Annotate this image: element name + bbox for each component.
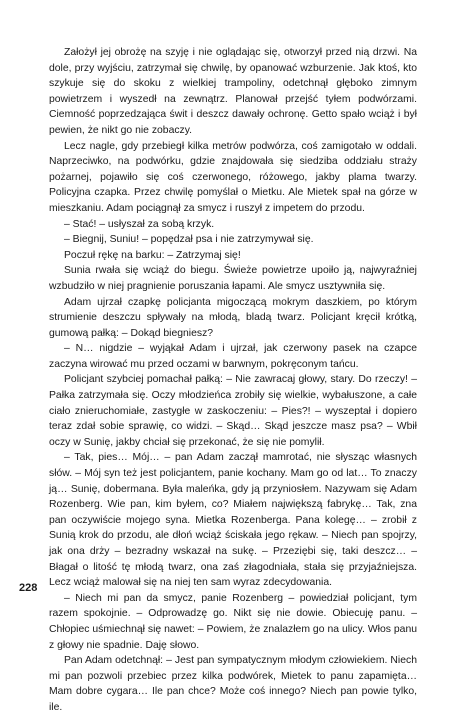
paragraph: – Niech mi pan da smycz, panie Rozenberg – powiedział policjant, tym razem spokojnie. – Odprowadzę go. Nikt się nie dowie. Obiecuję panu. – Chłopiec uśmiechnął się nawet: – Powiem, że znalazłem go na ulicy. Włos panu z głowy nie spadnie. Daję słowo.	[49, 592, 417, 651]
paragraph: Poczuł rękę na barku: – Zatrzymaj się!	[64, 249, 241, 261]
paragraph: – Biegnij, Suniu! – popędzał psa i nie zatrzymywał się.	[64, 234, 314, 246]
page-number: 228	[19, 582, 38, 594]
paragraph: Sunia rwała się wciąż do biegu. Świeże powietrze upoiło ją, najwyraźniej wzbudziło w niej pragnienie poruszania łapami. Ale smycz usztywniła się.	[49, 265, 417, 292]
paragraph: Adam ujrzał czapkę policjanta migoczącą mokrym daszkiem, po którym strumienie deszczu spływały na młodą, bladą twarz. Policjant kręcił krótką, gumową pałką: – Dokąd biegniesz?	[49, 296, 417, 339]
body-text	[49, 45, 417, 716]
paragraph: Założył jej obrożę na szyję i nie oglądając się, otworzył przed nią drzwi. Na dole, przy wyjściu, zatrzymał się chwilę, by opanować wzburzenie. Jak ktoś, kto szykuje się do skoku z wielkiej trampoliny, odetchnął głęboko zimnym powietrzem i wyszedł na zewnątrz. Planował przejść tyłem podwórzami. Ciemność poprzedzająca świt i deszcz dawały ochronę. Getto spało wciąż i był pewien, że nikt go nie zobaczy.	[49, 47, 417, 136]
paragraph: – Stać! – usłyszał za sobą krzyk.	[64, 218, 215, 230]
paragraph: – Tak, pies… Mój… – pan Adam zaczął mamrotać, nie słysząc własnych słów. – Mój syn też jest policjantem, panie kochany. Mam go od lat… To znaczy ją… Sunię, dobermana. Była maleńka, gdy ją przyniosłem. Nazywam się Adam Rozenberg. Wie pan, kim byłem, co? Miałem największą fabrykę… Tak, zna pan oczywiście mojego syna. Mietka Rozenberga. Pana kolegę… – zrobił z Sunią krok do przodu, ale dłoń wciąż ściskała jego rękaw. – Niech pan spojrzy, jak ona drży – bezradny wskazał na sukę. – Przeziębi się, taki deszcz… – Błagał o litość tę młodą twarz, ona zaś złagodniała, stała się przyjaźniejsza. Lecz wciąż malował się na niej ten sam wyraz zdecydowania.	[49, 452, 417, 589]
paragraph: Pan Adam odetchnął: – Jest pan sympatycznym młodym człowiekiem. Niech mi pan pozwoli przebiec przez kilka podwórek, Mietek to panu zapamięta… Mam dobre cygara… Ile pan chce? Może coś innego? Niech pan powie tylko, ile.	[49, 655, 417, 713]
paragraph: – N… nigdzie – wyjąkał Adam i ujrzał, jak czerwony pasek na czapce zaczyna wirować mu przed oczami w barwnym, pokręconym tańcu.	[49, 343, 417, 370]
paragraph: Policjant szybciej pomachał pałką: – Nie zawracaj głowy, stary. Do rzeczy! – Pałka zatrzymała się. Oczy młodzieńca zrobiły się wielkie, wybałuszone, a całe ciało znieruchomiałe, zastygłe w zaskoczeniu: – Pies?! – wyszeptał i dopiero teraz zdał sobie sprawię, co widzi. – Skąd… Skąd jeszcze masz psa? – Wbił oczy w Sunię, jakby chciał się przekonać, że się nie pomylił.	[49, 374, 417, 448]
paragraph: Lecz nagle, gdy przebiegł kilka metrów podwórza, coś zamigotało w oddali. Naprzeciwko, na podwórku, gdzie znajdowała się siedziba oddziału straży pożarnej, pojawiło się coś czerwonego, różowego, jakby plama twarzy. Policyjna czapka. Przez chwilę pomyślał o Mietku. Ale Mietek spał na górze w mieszkaniu. Adam pociągnął za smycz i ruszył z impetem do przodu.	[49, 140, 417, 214]
